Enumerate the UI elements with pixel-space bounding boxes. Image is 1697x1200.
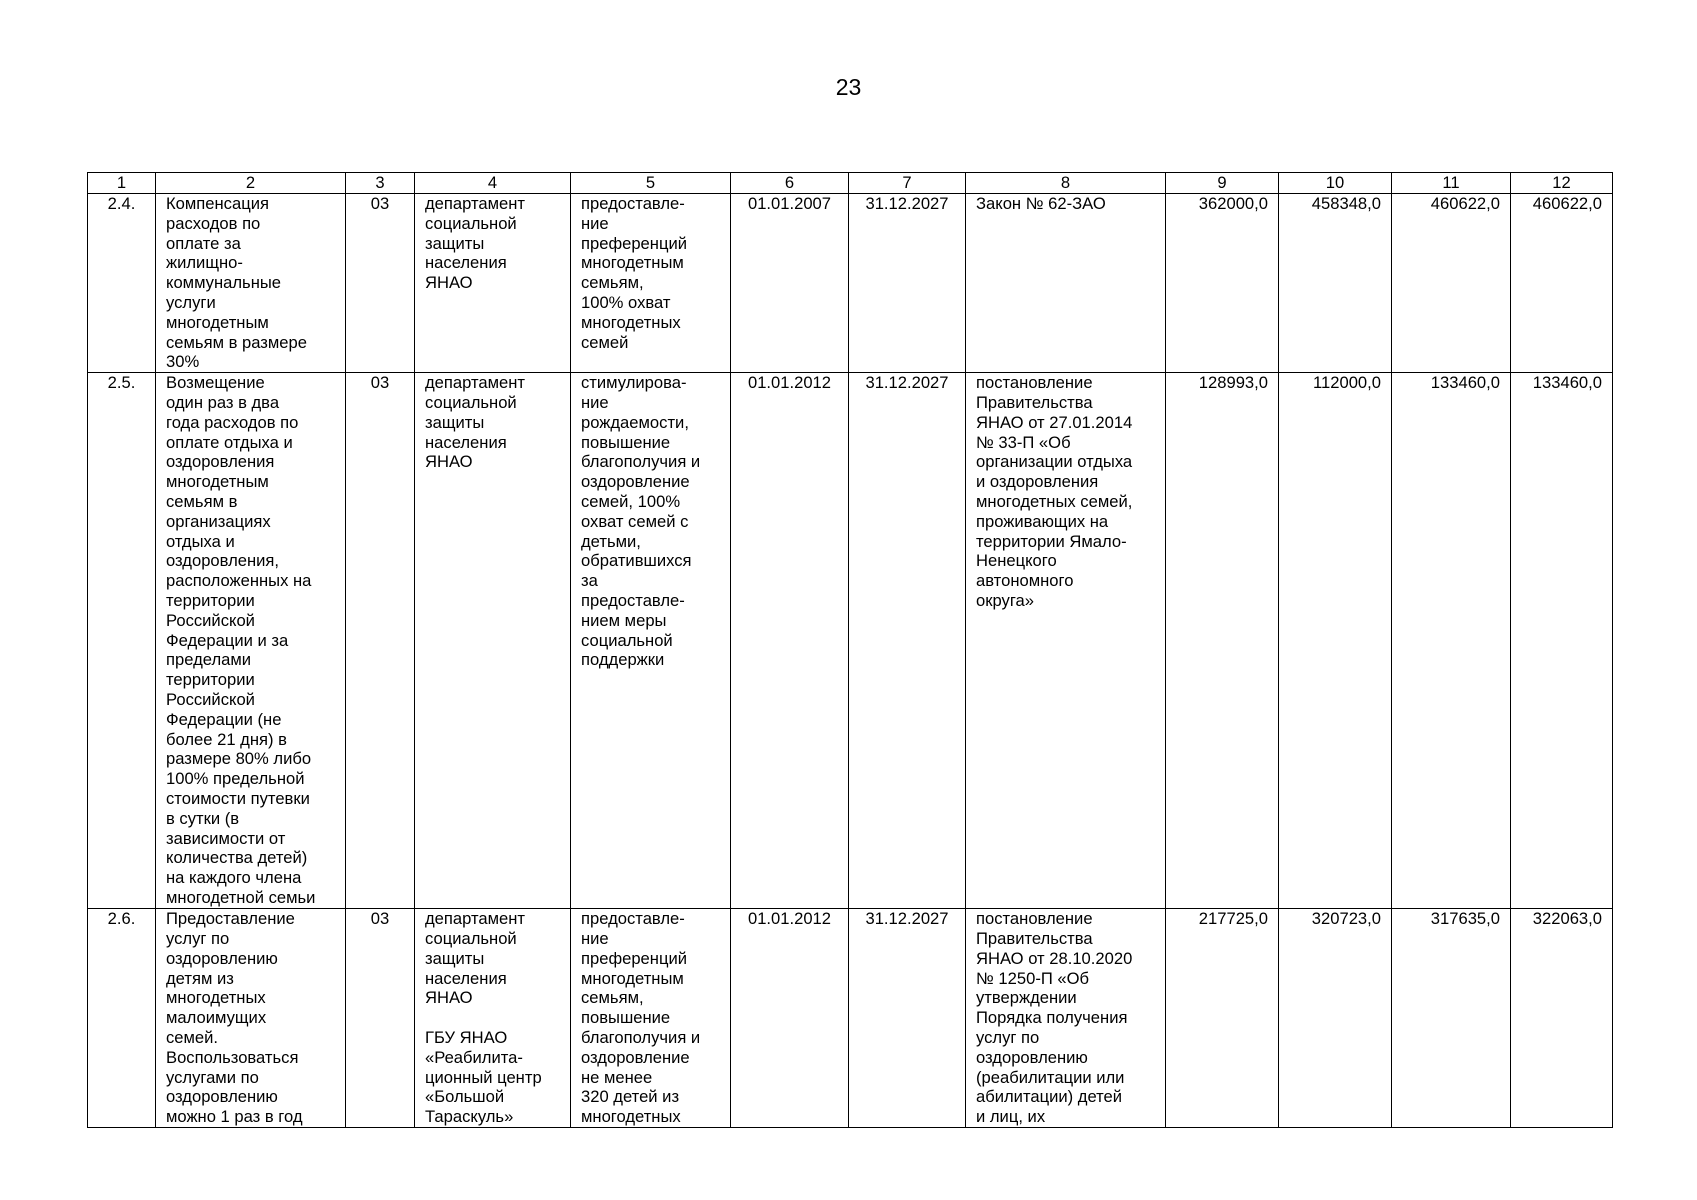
goal-cell: предоставле- ние преференций многодетным семьям, 100% охват многодетных семей: [571, 194, 731, 373]
legal-basis: Закон № 62-ЗАО: [966, 194, 1166, 373]
amount-col-10: 320723,0: [1279, 909, 1392, 1128]
legal-basis: постановление Правительства ЯНАО от 27.01.2014 № 33-П «Об организации отдыха и оздоровления многодетных семей, проживающих на территории Ямало- Ненецкого автономного округа»: [966, 373, 1166, 909]
code-cell: 03: [346, 194, 415, 373]
page-number: 23: [835, 74, 862, 100]
amount-col-12: 133460,0: [1511, 373, 1613, 909]
start-date: 01.01.2012: [731, 909, 849, 1128]
measures-table: [87, 172, 1613, 1128]
executor-cell: департамент социальной защиты населения ЯНАО: [415, 194, 571, 373]
code-cell: 03: [346, 909, 415, 1128]
amount-col-10: 458348,0: [1279, 194, 1392, 373]
amount-col-9: 362000,0: [1166, 194, 1279, 373]
amount-col-11: 133460,0: [1392, 373, 1511, 909]
measure-name: Предоставление услуг по оздоровлению детям из многодетных малоимущих семей. Воспользоваться услугами по оздоровлению можно 1 раз в год: [156, 909, 346, 1128]
amount-col-12: 460622,0: [1511, 194, 1613, 373]
column-header: 8: [966, 173, 1166, 194]
column-header: 1: [88, 173, 156, 194]
end-date: 31.12.2027: [849, 373, 966, 909]
amount-col-10: 112000,0: [1279, 373, 1392, 909]
amount-col-9: 217725,0: [1166, 909, 1279, 1128]
amount-col-12: 322063,0: [1511, 909, 1613, 1128]
row-number: 2.6.: [88, 909, 156, 1128]
goal-cell: стимулирова- ние рождаемости, повышение благополучия и оздоровление семей, 100% охват семей с детьми, обратившихся за предоставле- нием меры социальной поддержки: [571, 373, 731, 909]
code-cell: 03: [346, 373, 415, 909]
column-header: 4: [415, 173, 571, 194]
column-header: 11: [1392, 173, 1511, 194]
end-date: 31.12.2027: [849, 909, 966, 1128]
table-row: [88, 194, 1613, 373]
start-date: 01.01.2007: [731, 194, 849, 373]
executor-cell: департамент социальной защиты населения ЯНАО ГБУ ЯНАО «Реабилита- ционный центр «Большой Тараскуль»: [415, 909, 571, 1128]
column-header: 3: [346, 173, 415, 194]
row-number: 2.4.: [88, 194, 156, 373]
measure-name: Возмещение один раз в два года расходов по оплате отдыха и оздоровления многодетным семьям в организациях отдыха и оздоровления, расположенных на территории Российской Федерации и за пределами территории Российской Федерации (не более 21 дня) в размере 80% либо 100% предельной стоимости путевки в сутки (в зависимости от количества детей) на каждого члена многодетной семьи: [156, 373, 346, 909]
column-header: 6: [731, 173, 849, 194]
start-date: 01.01.2012: [731, 373, 849, 909]
end-date: 31.12.2027: [849, 194, 966, 373]
amount-col-9: 128993,0: [1166, 373, 1279, 909]
executor-cell: департамент социальной защиты населения ЯНАО: [415, 373, 571, 909]
table-header-row: [88, 173, 1613, 194]
measure-name: Компенсация расходов по оплате за жилищно- коммунальные услуги многодетным семьям в размере 30%: [156, 194, 346, 373]
column-header: 5: [571, 173, 731, 194]
table-row: [88, 373, 1613, 909]
column-header: 2: [156, 173, 346, 194]
amount-col-11: 460622,0: [1392, 194, 1511, 373]
column-header: 7: [849, 173, 966, 194]
column-header: 9: [1166, 173, 1279, 194]
amount-col-11: 317635,0: [1392, 909, 1511, 1128]
row-number: 2.5.: [88, 373, 156, 909]
column-header: 10: [1279, 173, 1392, 194]
table-row: [88, 909, 1613, 1128]
column-header: 12: [1511, 173, 1613, 194]
goal-cell: предоставле- ние преференций многодетным семьям, повышение благополучия и оздоровление не менее 320 детей из многодетных: [571, 909, 731, 1128]
legal-basis: постановление Правительства ЯНАО от 28.10.2020 № 1250-П «Об утверждении Порядка получения услуг по оздоровлению (реабилитации или абилитации) детей и лиц, их: [966, 909, 1166, 1128]
